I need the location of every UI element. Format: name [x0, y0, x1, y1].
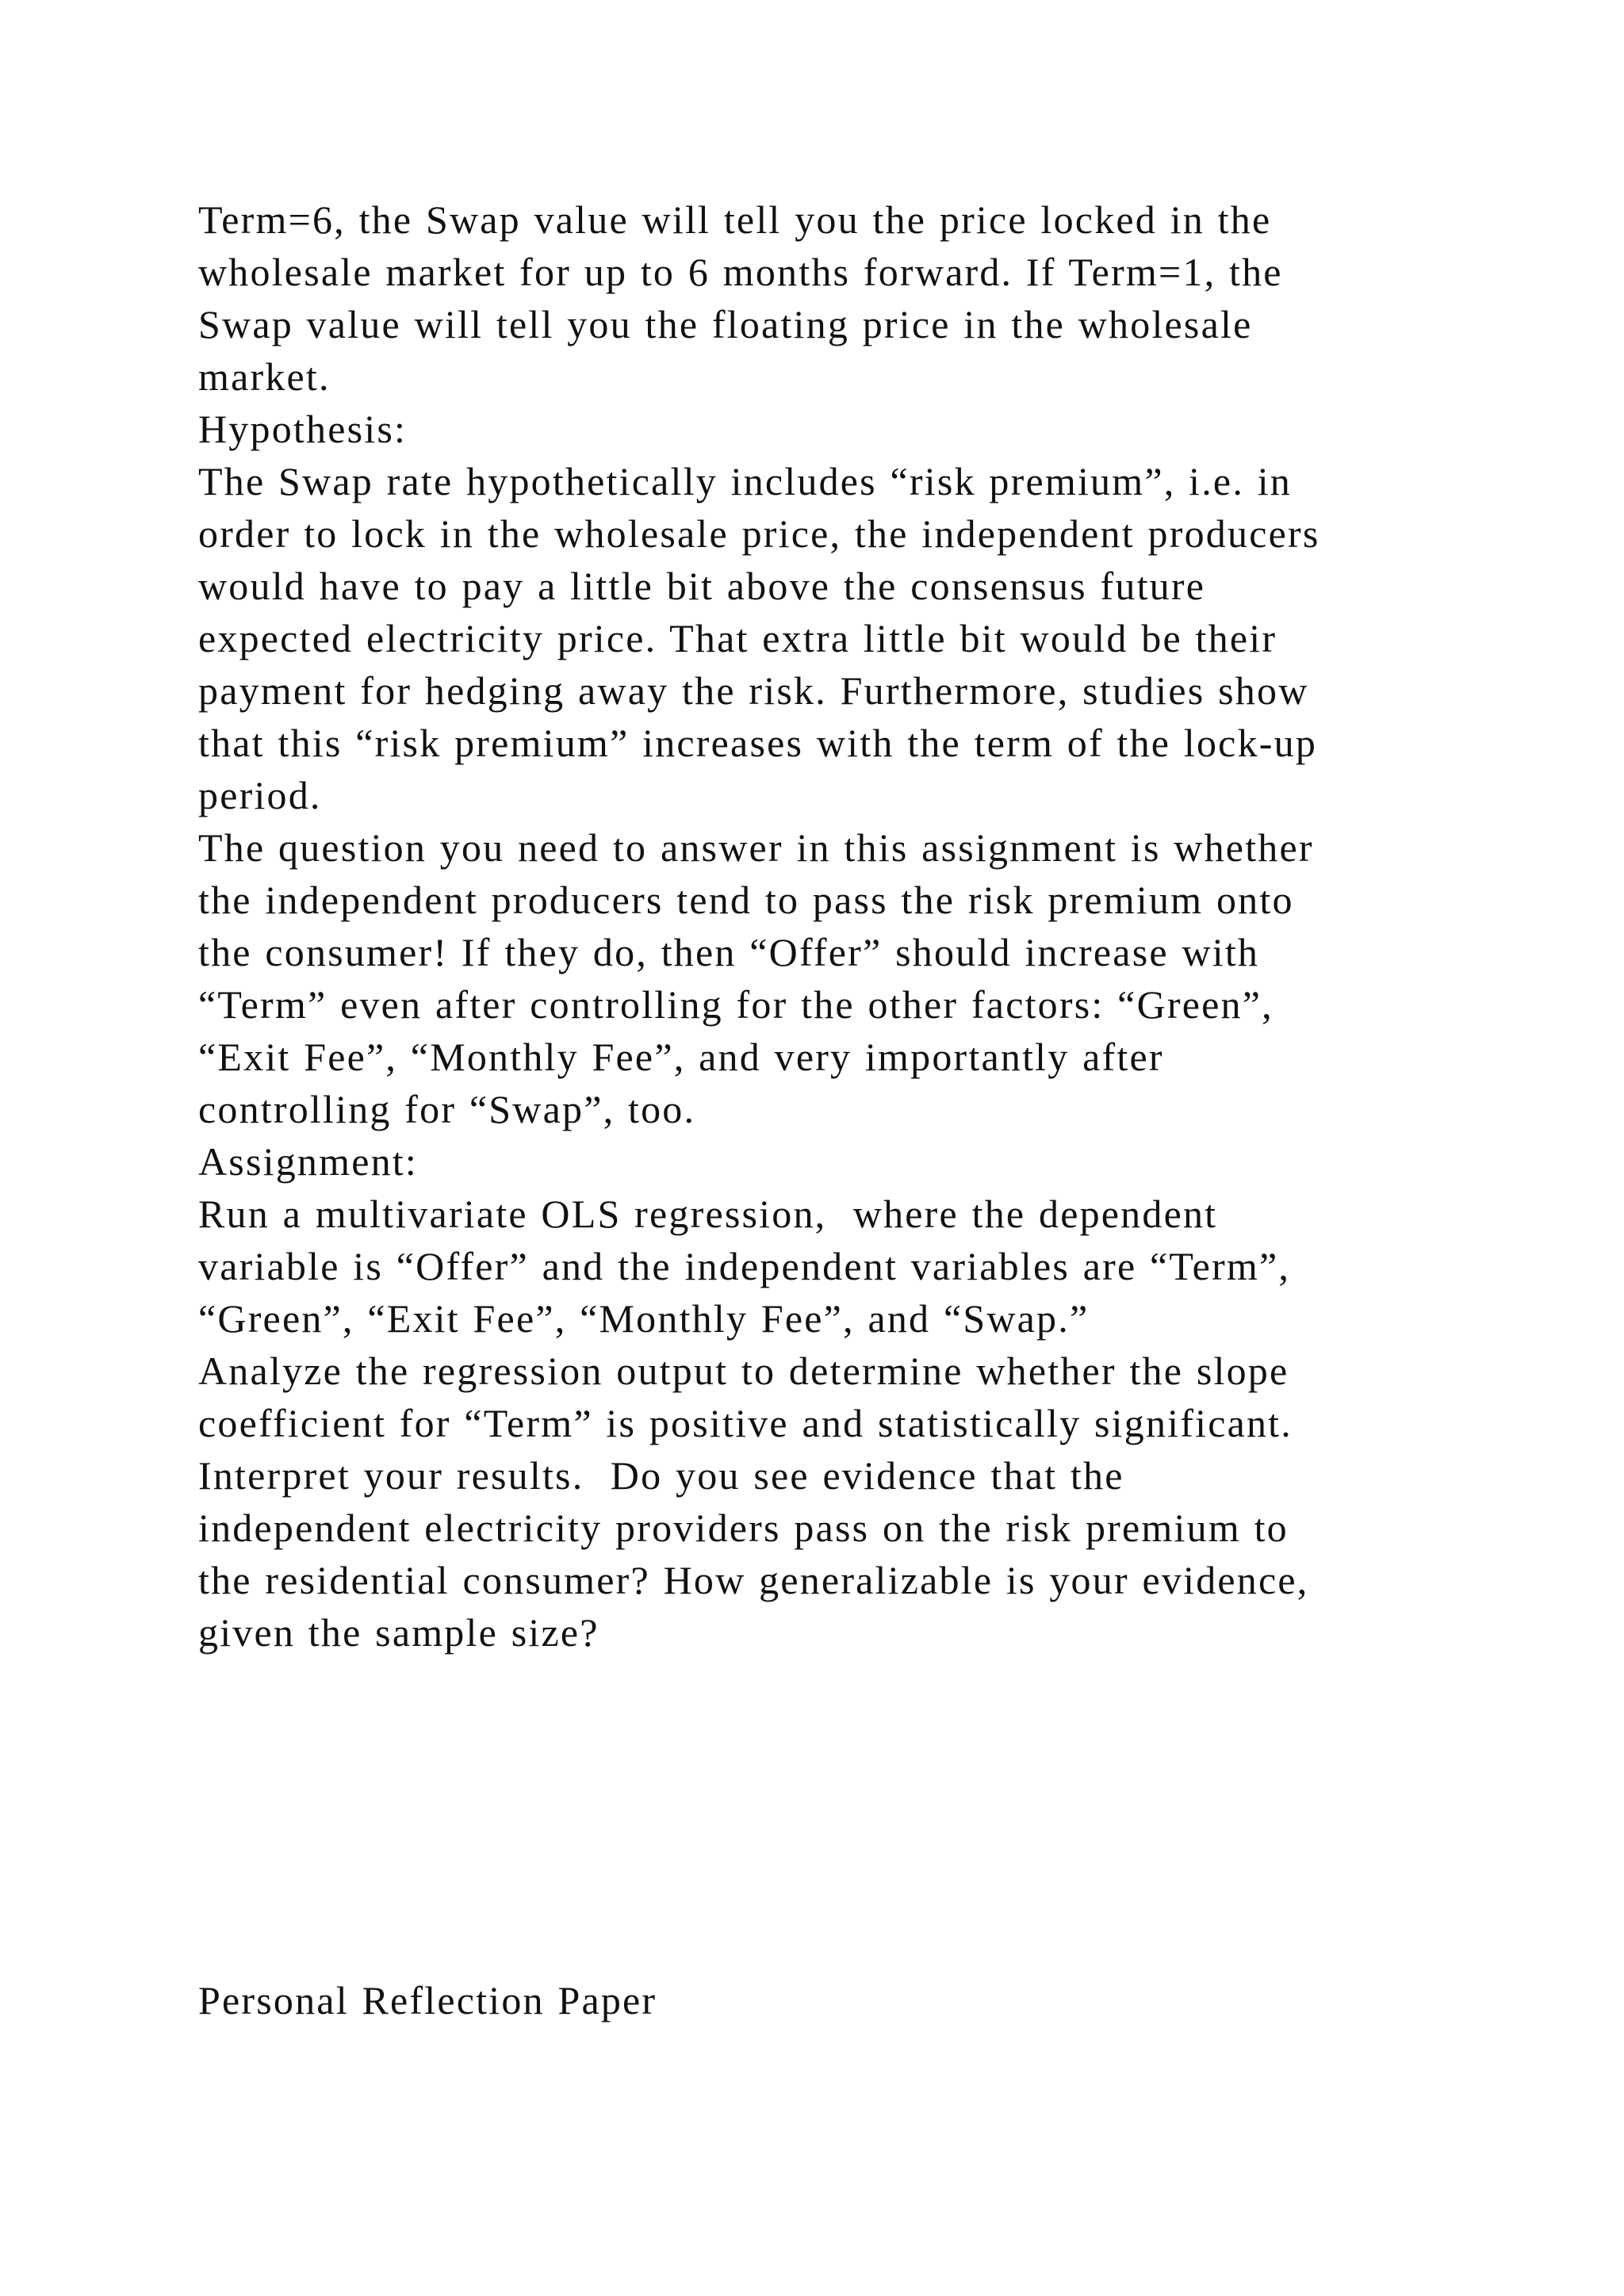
- text-line-16: “Term” even after controlling for the other factors: “Green”,: [198, 982, 1274, 1027]
- text-line-27: the residential consumer? How generalizable is your evidence,: [198, 1558, 1309, 1602]
- body-text: [198, 193, 1467, 1659]
- text-line-10: payment for hedging away the risk. Furthermore, studies show: [198, 668, 1309, 713]
- text-line-9: expected electricity price. That extra little bit would be their: [198, 616, 1277, 660]
- text-line-28: given the sample size?: [198, 1610, 599, 1655]
- text-line-1: Term=6, the Swap value will tell you the price locked in the: [198, 197, 1272, 242]
- text-line-12: period.: [198, 773, 322, 817]
- text-line-18: controlling for “Swap”, too.: [198, 1087, 696, 1131]
- text-line-21: variable is “Offer” and the independent variables are “Term”,: [198, 1244, 1291, 1288]
- text-line-13: The question you need to answer in this assignment is whether: [198, 825, 1314, 870]
- text-line-2: wholesale market for up to 6 months forward. If Term=1, the: [198, 250, 1283, 294]
- text-line-14: the independent producers tend to pass the risk premium onto: [198, 878, 1294, 922]
- heading-assignment: Assignment:: [198, 1139, 418, 1184]
- text-line-11: that this “risk premium” increases with the term of the lock-up: [198, 721, 1318, 765]
- section-title-personal-reflection: Personal Reflection Paper: [198, 1978, 657, 2022]
- text-line-22: “Green”, “Exit Fee”, “Monthly Fee”, and “Swap.”: [198, 1296, 1090, 1341]
- text-line-3: Swap value will tell you the floating price in the wholesale: [198, 302, 1253, 346]
- text-line-8: would have to pay a little bit above the consensus future: [198, 564, 1206, 608]
- text-line-23: Analyze the regression output to determine whether the slope: [198, 1349, 1289, 1393]
- heading-hypothesis: Hypothesis:: [198, 407, 408, 451]
- text-line-17: “Exit Fee”, “Monthly Fee”, and very importantly after: [198, 1035, 1164, 1079]
- text-line-4: market.: [198, 354, 331, 399]
- text-line-24: coefficient for “Term” is positive and statistically significant.: [198, 1401, 1293, 1445]
- text-line-25: Interpret your results. Do you see evidence that the: [198, 1453, 1124, 1498]
- text-line-7: order to lock in the wholesale price, the independent producers: [198, 511, 1320, 556]
- text-line-26: independent electricity providers pass on the risk premium to: [198, 1506, 1289, 1550]
- text-line-6: The Swap rate hypothetically includes “risk premium”, i.e. in: [198, 459, 1293, 503]
- text-line-15: the consumer! If they do, then “Offer” should increase with: [198, 930, 1260, 974]
- text-line-20: Run a multivariate OLS regression, where the dependent: [198, 1192, 1218, 1236]
